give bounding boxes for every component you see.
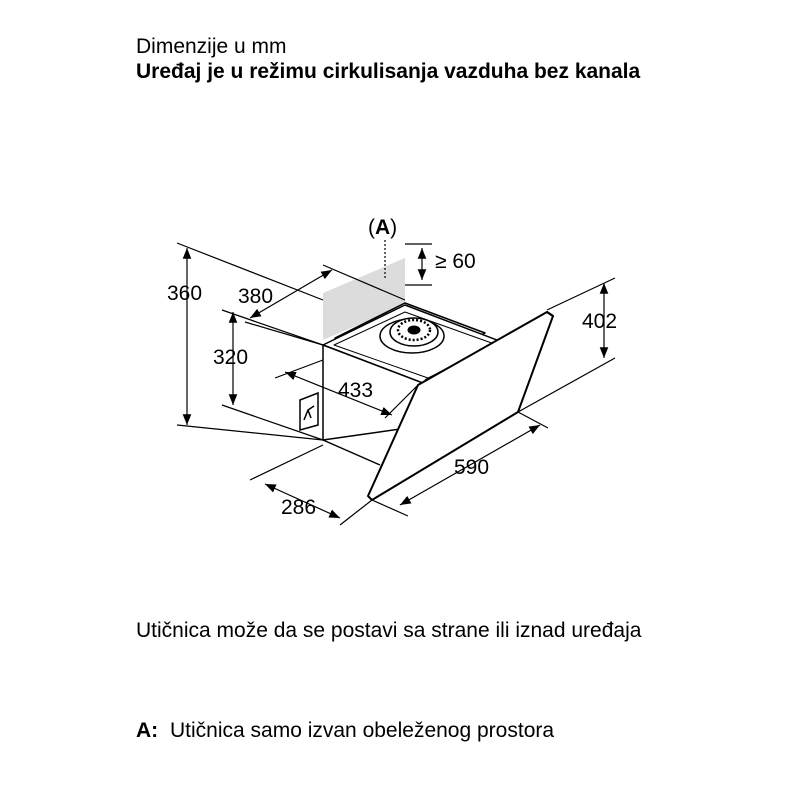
dim-panel-height: 402	[582, 310, 618, 333]
dim-min-clearance: ≥ 60	[435, 250, 476, 273]
legend-key: A:	[136, 719, 159, 742]
dim-total-height: 360	[167, 282, 203, 305]
legend	[136, 718, 696, 744]
fan-icon	[380, 318, 444, 353]
dim-depth-top: 380	[238, 285, 274, 308]
label-a: (A)	[368, 216, 398, 239]
title: Uređaj je u režimu cirkulisanja vazduha bez kanala	[136, 60, 641, 83]
dim-base-depth: 286	[281, 496, 317, 519]
socket-icon	[300, 393, 318, 430]
dim-side-depth: 433	[338, 379, 374, 402]
subtitle: Dimenzije u mm	[136, 35, 287, 58]
dim-body-height: 320	[213, 346, 249, 369]
socket-note: Utičnica može da se postavi sa strane ili iznad uređaja	[136, 619, 642, 642]
dim-width: 590	[454, 456, 490, 479]
legend-text: Utičnica samo izvan obeleženog prostora	[170, 719, 555, 742]
